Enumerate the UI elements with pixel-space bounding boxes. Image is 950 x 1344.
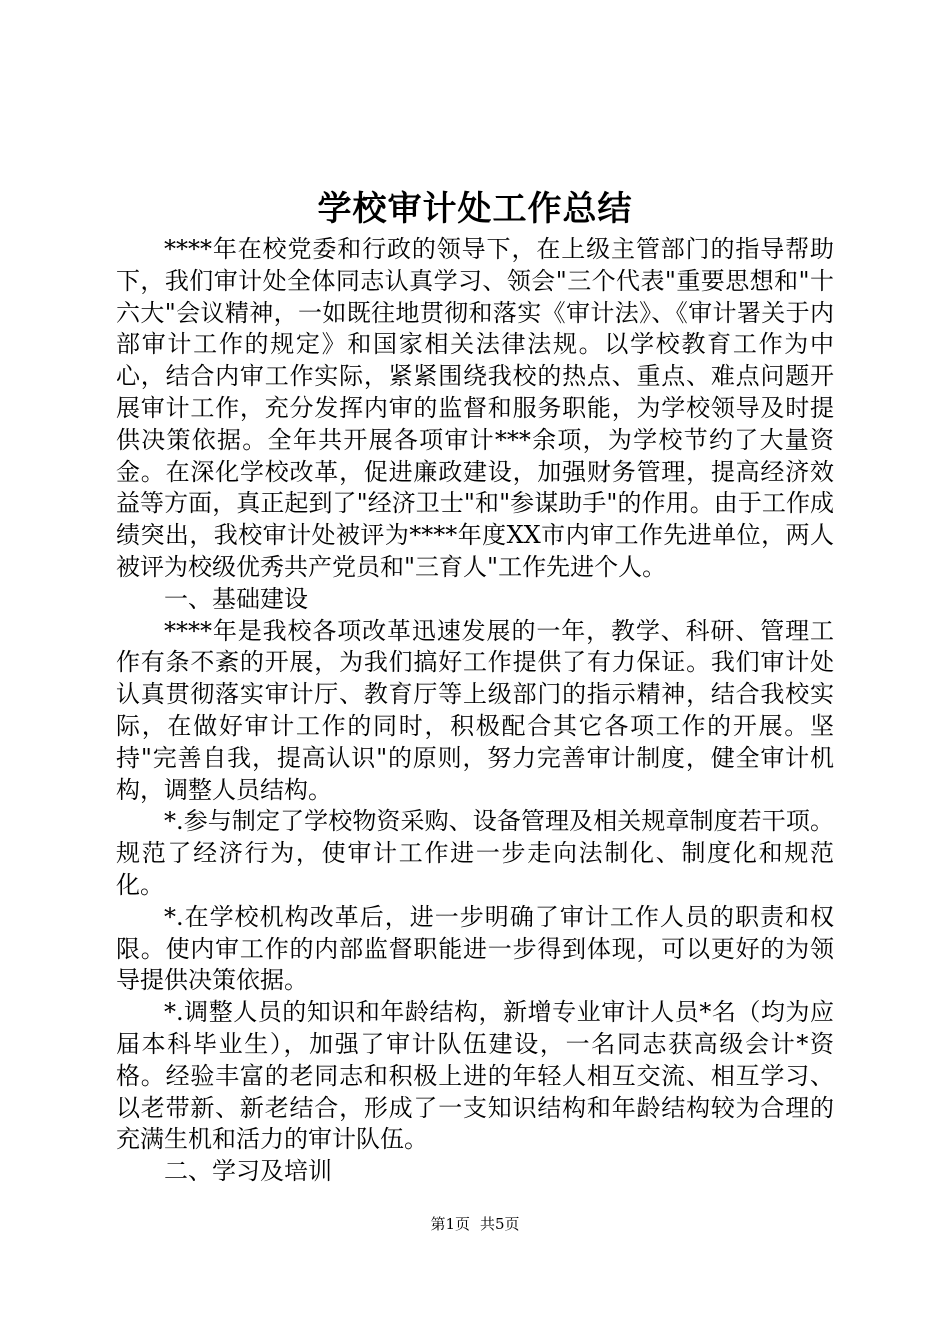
document-title: 学校审计处工作总结 <box>317 189 633 229</box>
section-heading-foundation: 一、基础建设 <box>164 584 308 613</box>
paragraph-foundation: ****年是我校各项改革迅速发展的一年，教学、科研、管理工作有条不紊的开展，为我们搞好工作提供了有力保证。我们审计处认真贯彻落实审计厅、教育厅等上级部门的指示精神，结合我校实际，在做好审计工作的同时，积极配合其它各项工作的开展。坚持"完善自我，提高认识"的原则，努力完善审计制度，健全审计机构，调整人员结构。 <box>116 616 834 804</box>
list-item-regulations: *.参与制定了学校物资采购、设备管理及相关规章制度若干项。规范了经济行为，使审计工作进一步走向法制化、制度化和规范化。 <box>116 807 834 899</box>
list-item-staffing: *.调整人员的知识和年龄结构，新增专业审计人员*名（均为应届本科毕业生），加强了审计队伍建设，一名同志获高级会计*资格。经验丰富的老同志和积极上进的年轻人相互交流、相互学习、以老带新、新老结合，形成了一支知识结构和年龄结构较为合理的充满生机和活力的审计队伍。 <box>116 998 834 1154</box>
page-total: 共5页 <box>480 1215 520 1233</box>
paragraph-intro: ****年在校党委和行政的领导下，在上级主管部门的指导帮助下，我们审计处全体同志认真学习、领会"三个代表"重要思想和"十六大"会议精神，一如既往地贯彻和落实《审计法》、《审计署关于内部审计工作的规定》和国家相关法律法规。以学校教育工作为中心，结合内审工作实际，紧紧围绕我校的热点、重点、难点问题开展审计工作，充分发挥内审的监督和服务职能，为学校领导及时提供决策依据。全年共开展各项审计***余项，为学校节约了大量资金。在深化学校改革，促进廉政建设，加强财务管理，提高经济效益等方面，真正起到了"经济卫士"和"参谋助手"的作用。由于工作成绩突出，我校审计处被评为****年度XX市内审工作先进单位，两人被评为校级优秀共产党员和"三育人"工作先进个人。 <box>116 235 834 581</box>
page-number: 第1页 <box>430 1215 470 1233</box>
document-body <box>116 234 834 1188</box>
section-heading-training: 二、学习及培训 <box>164 1157 332 1186</box>
page-footer <box>0 1214 950 1234</box>
list-item-responsibilities: *.在学校机构改革后，进一步明确了审计工作人员的职责和权限。使内审工作的内部监督职能进一步得到体现，可以更好的为领导提供决策依据。 <box>116 902 834 995</box>
